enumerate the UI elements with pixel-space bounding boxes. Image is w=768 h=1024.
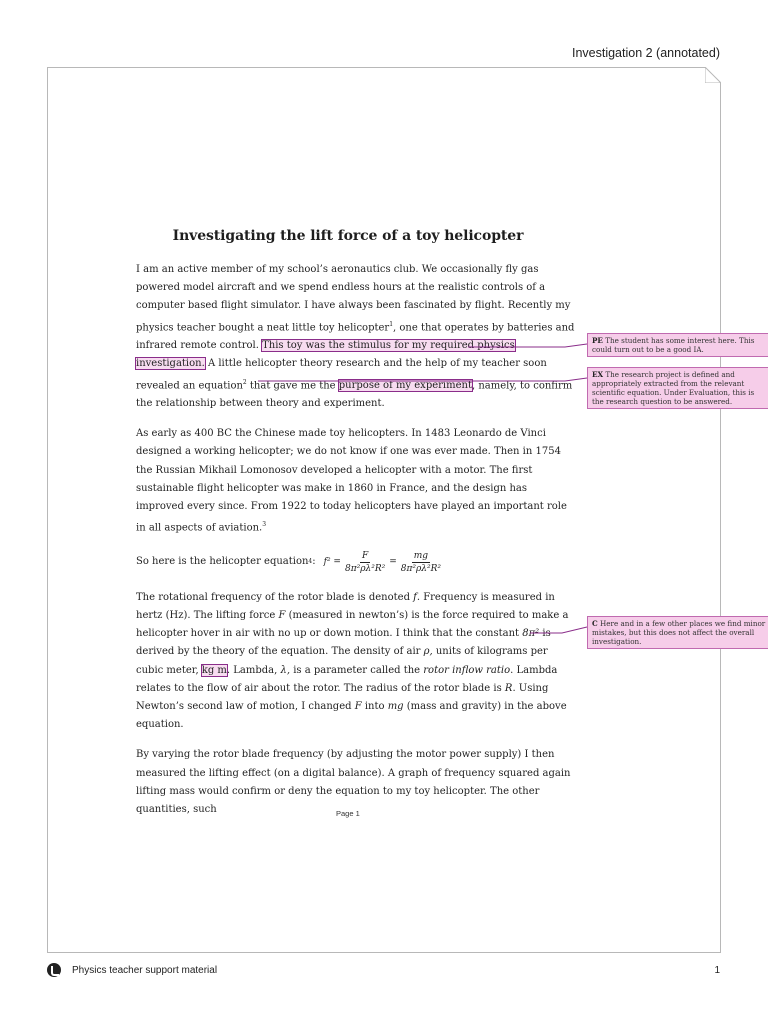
header-title: Investigation 2 (annotated) [571, 46, 720, 60]
highlight-stimulus: This toy was the stimulus for my required physics investigation. [136, 340, 515, 370]
annotation-c: C Here and in a few other places we find minor mistakes, but this does not affect the overall investigation. [587, 616, 768, 649]
page-frame [47, 67, 721, 953]
annotation-pe: PE The student has some interest here. This could turn out to be a good IA. [587, 333, 768, 357]
paragraph-history: As early as 400 BC the Chinese made toy helicopters. In 1483 Leonardo de Vinci designed a working helicopter; we do not know if one was ever made. Then in 1754 the Russian Mikhail Lomonosov developed a helicopter with a motor. The first sustainable flight helicopter was make in 1860 in France, and the design has improved every since. From 1922 to today helicopters have played an important role in all aspects of aviation.$^3$ [136, 428, 567, 534]
footer-title: Physics teacher support material [72, 965, 218, 976]
ib-logo-icon [47, 963, 61, 977]
page-number-label: Page 1 [336, 809, 360, 818]
equation-fraction-2: $\frac{mg}{\text{8π²ρλ²R²}}$ [400, 550, 442, 574]
paragraph-variables: The rotational frequency of the rotor blade is denoted f. Frequency is measured in hertz (Hz). The lifting force F (measured in newton’s) is the force required to make a helicopter hover in air with no up or down motion. I think that the constant 8π² is derived by the theory of the equation. The density of air ρ, units of kilograms per cubic meter, kg m. Lambda, λ, is a parameter called the rotor inflow ratio. Lambda relates to the flow of air about the rotor. The radius of the rotor blade is R. Using Newton’s second law of motion, I changed F into mg (mass and gravity) in the above equation. [136, 591, 569, 731]
equation-lhs: f² = [323, 557, 341, 568]
page-fold-corner [705, 67, 721, 83]
document-title: Investigating the lift force of a toy helicopter [172, 228, 524, 244]
paragraph-method: By varying the rotor blade frequency (by adjusting the motor power supply) I then measured the lifting effect (on a digital balance). A graph of frequency squared again lifting mass would confirm or deny the equation to my toy helicopter. The other quantities, such [136, 749, 571, 816]
equation-line: So here is the helicopter equation 4 : f² = $\frac{F}{\text{8π²ρλ²R²}}$ = $\frac{mg}{\text{8π²ρλ²R²}}$ [136, 550, 442, 574]
footer-page-number: 1 [714, 965, 720, 976]
equation-fraction-1: $\frac{F}{\text{8π²ρλ²R²}}$ [344, 550, 386, 574]
highlight-unit: kg m [201, 664, 227, 676]
annotation-ex: EX The research project is defined and appropriately extracted from the relevant scientific equation. Under Evaluation, this is the research question to be answered. [587, 367, 768, 409]
document-body [136, 261, 576, 831]
paragraph-intro: I am an active member of my school’s aeronautics club. We occasionally fly gas powered model aircraft and we spend endless hours at the realistic controls of a computer based flight simulator. I have always been fascinated by flight. Recently my physics teacher bought a neat little toy helicopter$^1$, one that operates by batteries and infrared remote control. This toy was the stimulus for my required physics investigation. A little helicopter theory research and the help of my teacher soon revealed an equation$^2$ that gave me the purpose of my experiment, namely, to confirm the relationship between theory and experiment. [136, 264, 575, 410]
highlight-purpose: purpose of my experiment [338, 379, 472, 391]
